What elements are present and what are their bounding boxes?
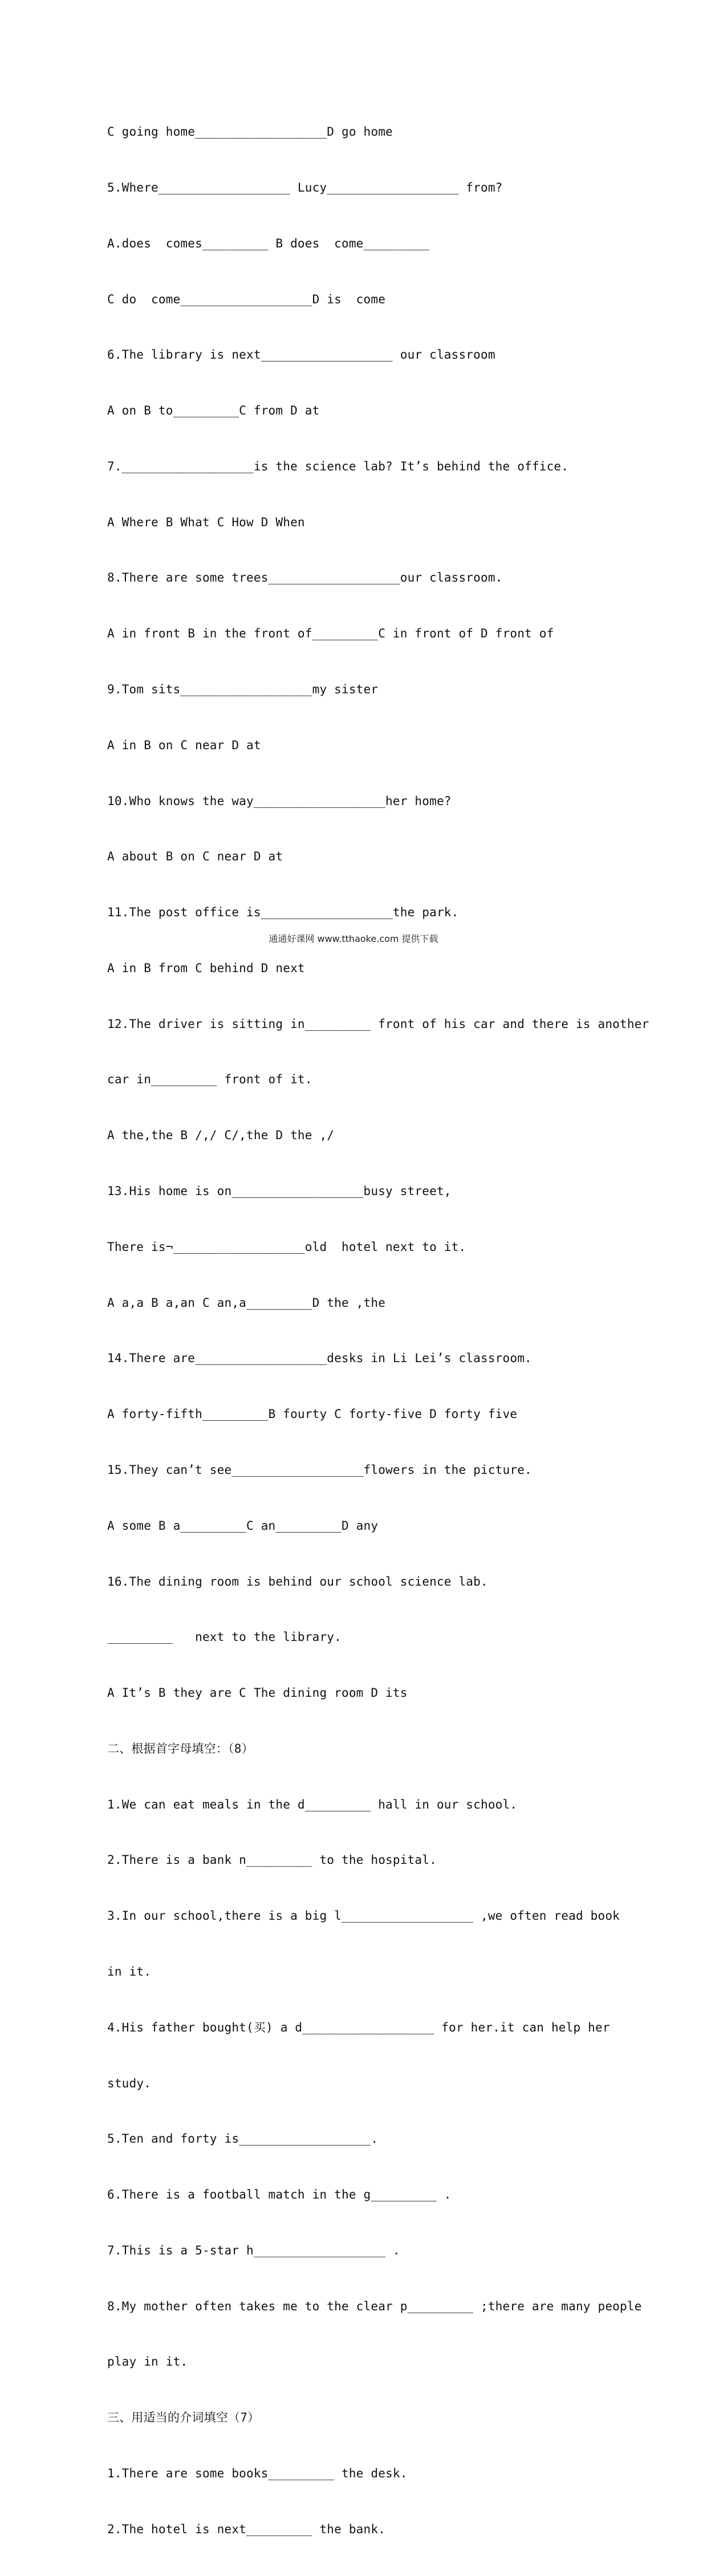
text-line: 11.The post office is__________________the park. xyxy=(107,905,459,920)
text-line: 13.His home is on__________________busy street, xyxy=(107,1184,452,1198)
text-line: 7.__________________is the science lab? It’s behind the office. xyxy=(107,459,569,473)
text-line: 8.There are some trees__________________our classroom. xyxy=(107,571,503,585)
text-line: 12.The driver is sitting in_________ front of his car and there is another xyxy=(107,1017,649,1031)
text-line: 1.We can eat meals in the d_________ hall in our school. xyxy=(107,1797,518,1811)
footer-source-note: 通通好课网 www.tthaoke.com 提供下载 xyxy=(269,933,438,944)
text-line: A in B on C near D at xyxy=(107,738,261,752)
text-line: 5.Ten and forty is__________________. xyxy=(107,2132,379,2146)
text-line: in it. xyxy=(107,1964,152,1978)
text-line: play in it. xyxy=(107,2355,188,2369)
text-line: 6.The library is next__________________ our classroom xyxy=(107,348,495,362)
text-line: A in B from C behind D next xyxy=(107,961,305,975)
text-line: study. xyxy=(107,2076,152,2090)
text-line: 8.My mother often takes me to the clear p_________ ;there are many people xyxy=(107,2299,642,2313)
text-line: 14.There are__________________desks in Li Lei’s classroom. xyxy=(107,1351,532,1366)
text-line: 10.Who knows the way__________________her home? xyxy=(107,794,452,808)
text-line: There is¬__________________old hotel next to it. xyxy=(107,1240,466,1254)
text-line: 16.The dining room is behind our school science lab. xyxy=(107,1574,488,1588)
text-line: A the,the B /,/ C/,the D the ,/ xyxy=(107,1128,335,1143)
text-line: _________ next to the library. xyxy=(107,1630,342,1644)
text-line: A It’s B they are C The dining room D its xyxy=(107,1686,408,1700)
text-line: car in_________ front of it. xyxy=(107,1072,312,1087)
text-line: 4.His father bought(买) a d__________________ for her.it can help her xyxy=(107,2020,610,2034)
text-line: C going home__________________D go home xyxy=(107,125,393,139)
section-heading: 三、用适当的介词填空（7） xyxy=(107,2411,260,2425)
section-heading: 二、根据首字母填空：（8） xyxy=(107,1741,254,1756)
text-line: A forty-fifth_________B fourty C forty-five D forty five xyxy=(107,1407,518,1421)
text-line: 6.There is a football match in the g_________ . xyxy=(107,2188,452,2202)
text-line: A about B on C near D at xyxy=(107,850,283,864)
text-line: 7.This is a 5-star h__________________ . xyxy=(107,2243,400,2257)
text-line: 15.They can’t see__________________flowers in the picture. xyxy=(107,1462,532,1477)
text-line: A some B a_________C an_________D any xyxy=(107,1518,379,1533)
text-line: A a,a B a,an C an,a_________D the ,the xyxy=(107,1295,386,1310)
text-line: 2.There is a bank n_________ to the hospital. xyxy=(107,1853,437,1867)
text-line: 9.Tom sits__________________my sister xyxy=(107,682,379,696)
text-line: 5.Where__________________ Lucy__________________ from? xyxy=(107,180,503,194)
text-line: A Where B What C How D When xyxy=(107,515,305,529)
exercise-text xyxy=(107,86,649,2576)
text-line: A in front B in the front of_________C in front of D front of xyxy=(107,627,554,641)
text-line: 1.There are some books_________ the desk. xyxy=(107,2467,408,2480)
text-line: A.does comes_________ B does come_________ xyxy=(107,236,430,250)
text-line: C do come__________________D is come xyxy=(107,292,386,306)
text-line: 3.In our school,there is a big l__________________ ,we often read book xyxy=(107,1909,620,1923)
text-line: A on B to_________C from D at xyxy=(107,404,320,418)
text-line: 2.The hotel is next_________ the bank. xyxy=(107,2522,386,2536)
